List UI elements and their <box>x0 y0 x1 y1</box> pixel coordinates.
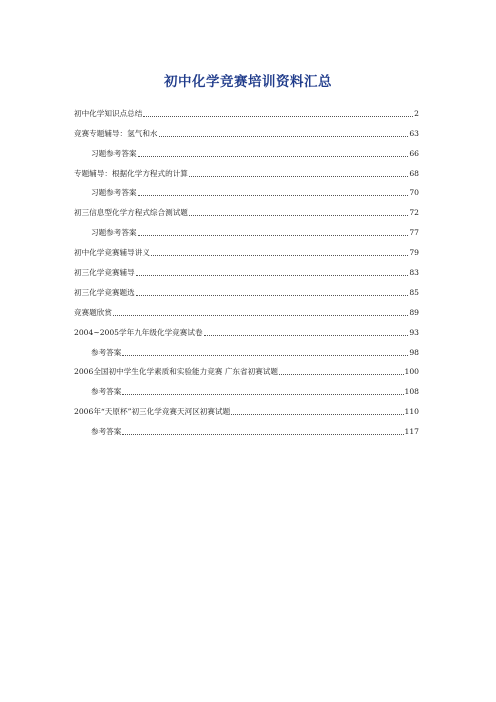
toc-entry-title: 初中化学知识点总结 <box>74 108 143 118</box>
toc-entry[interactable] <box>74 219 419 239</box>
toc-entry[interactable] <box>74 339 419 359</box>
toc-entry-title: 初三化学竞赛题选 <box>74 287 135 297</box>
toc-entry-title: 竞赛专题辅导：氢气和水 <box>74 128 158 138</box>
toc-entry-title: 2006年“天原杯”初三化学竞赛天河区初赛试题 <box>74 407 231 417</box>
toc-entry-page-number: 100 <box>404 367 419 377</box>
toc-entry[interactable] <box>74 259 419 279</box>
toc-dot-leader <box>151 255 408 256</box>
toc-entry-title: 习题参考答案 <box>91 188 137 198</box>
toc-entry[interactable] <box>74 319 419 339</box>
toc-entry-page-number: 93 <box>409 327 419 337</box>
toc-entry[interactable] <box>74 120 419 140</box>
toc-entry[interactable] <box>74 378 419 398</box>
toc-entry[interactable] <box>74 239 419 259</box>
toc-dot-leader <box>189 176 408 177</box>
toc-entry-title: 专题辅导：根据化学方程式的计算 <box>74 168 188 178</box>
toc-entry[interactable] <box>74 199 419 219</box>
toc-entry[interactable] <box>74 359 419 379</box>
toc-entry-title: 参考答案 <box>91 387 122 397</box>
toc-dot-leader <box>138 156 409 157</box>
toc-entry-page-number: 72 <box>409 208 419 218</box>
toc-dot-leader <box>279 374 404 375</box>
toc-entry[interactable] <box>74 140 419 160</box>
toc-entry-title: 初三化学竞赛辅导 <box>74 268 135 278</box>
toc-dot-leader <box>122 355 408 356</box>
toc-dot-leader <box>138 195 409 196</box>
toc-entry-title: 习题参考答案 <box>91 228 137 238</box>
toc-entry[interactable] <box>74 279 419 299</box>
toc-entry[interactable] <box>74 180 419 200</box>
toc-entry-page-number: 66 <box>409 148 419 158</box>
toc-dot-leader <box>204 335 409 336</box>
toc-entry-page-number: 77 <box>409 228 419 238</box>
table-of-contents <box>74 100 419 438</box>
toc-entry[interactable] <box>74 418 419 438</box>
toc-entry-title: 参考答案 <box>91 427 122 437</box>
toc-entry-title: 初三信息型化学方程式综合测试题 <box>74 208 188 218</box>
toc-entry-title: 竞赛题欣赏 <box>74 307 112 317</box>
toc-dot-leader <box>136 275 409 276</box>
toc-entry-page-number: 63 <box>409 128 419 138</box>
toc-entry-title: 初中化学竞赛辅导讲义 <box>74 248 150 258</box>
toc-entry-title: 2006全国初中学生化学素质和实验能力竞赛 广东省初赛试题 <box>74 367 278 377</box>
toc-dot-leader <box>159 136 409 137</box>
toc-entry-page-number: 68 <box>409 168 419 178</box>
document-title: 初中化学竞赛培训资料汇总 <box>164 74 332 90</box>
toc-entry-page-number: 117 <box>404 427 419 437</box>
toc-dot-leader <box>231 414 403 415</box>
toc-entry-title: 参考答案 <box>91 347 122 357</box>
toc-entry-title: 2004~2005学年九年级化学竞赛试卷 <box>74 327 203 337</box>
toc-entry[interactable] <box>74 160 419 180</box>
toc-entry[interactable] <box>74 100 419 120</box>
toc-dot-leader <box>143 116 413 117</box>
toc-entry-title: 习题参考答案 <box>91 148 137 158</box>
toc-entry-page-number: 110 <box>404 407 419 417</box>
toc-entry-page-number: 70 <box>409 188 419 198</box>
toc-entry[interactable] <box>74 299 419 319</box>
toc-entry-page-number: 2 <box>414 108 419 118</box>
toc-entry-page-number: 79 <box>409 248 419 258</box>
toc-dot-leader <box>122 434 403 435</box>
toc-entry[interactable] <box>74 398 419 418</box>
toc-entry-page-number: 85 <box>409 287 419 297</box>
toc-entry-page-number: 98 <box>409 347 419 357</box>
toc-dot-leader <box>113 315 408 316</box>
toc-entry-page-number: 83 <box>409 268 419 278</box>
toc-entry-page-number: 89 <box>409 307 419 317</box>
toc-dot-leader <box>138 235 409 236</box>
toc-dot-leader <box>189 215 408 216</box>
toc-dot-leader <box>136 295 409 296</box>
toc-dot-leader <box>122 394 403 395</box>
toc-entry-page-number: 108 <box>404 387 419 397</box>
